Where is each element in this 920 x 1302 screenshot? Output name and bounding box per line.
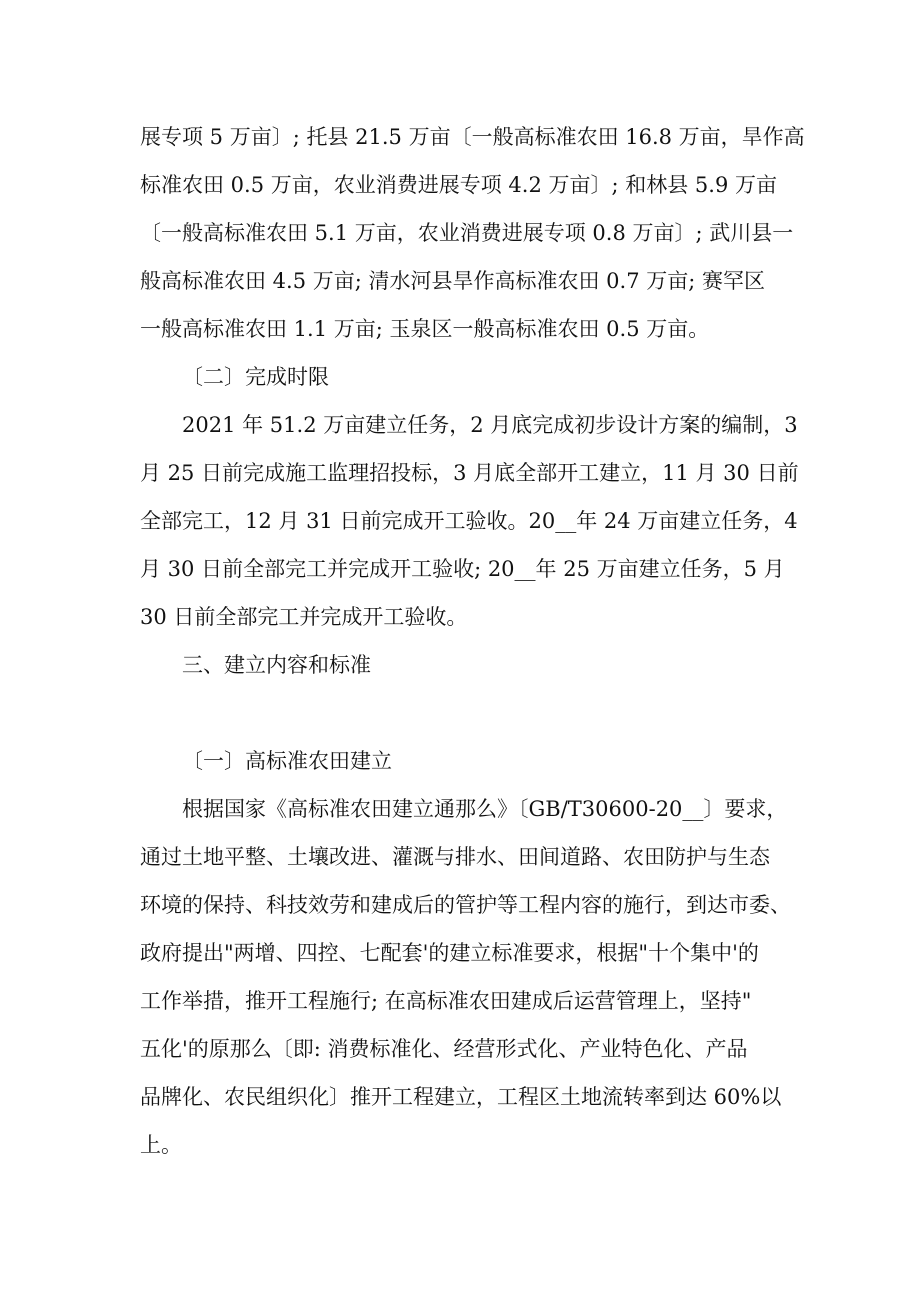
- text-line: 月 25 日前完成施工监理招投标，3 月底全部开工建立，11 月 30 日前: [140, 461, 799, 485]
- text-line: 全部完工，12 月 31 日前完成开工验收。20__年 24 万亩建立任务，4: [140, 509, 798, 533]
- text-line: 般高标准农田 4.5 万亩; 清水河县旱作高标准农田 0.7 万亩; 赛罕区: [140, 269, 765, 293]
- chapter-heading: 三、建立内容和标准: [182, 653, 371, 677]
- section-heading: 〔一〕高标准农田建立: [182, 749, 392, 773]
- text-line: 〔一般高标准农田 5.1 万亩，农业消费进展专项 0.8 万亩〕; 武川县一: [140, 221, 794, 245]
- paragraph-first-line: 2021 年 51.2 万亩建立任务，2 月底完成初步设计方案的编制，3: [182, 413, 798, 437]
- text-line: 工作举措，推开工程施行; 在高标准农田建成后运营管理上，坚持": [140, 989, 752, 1013]
- text-line: 品牌化、农民组织化〕推开工程建立，工程区土地流转率到达 60%以: [140, 1085, 782, 1109]
- text-line: 上。: [140, 1133, 182, 1157]
- text-line: 政府提出"两增、四控、七配套'的建立标准要求，根据"十个集中'的: [140, 941, 759, 965]
- text-line: 展专项 5 万亩〕; 托县 21.5 万亩〔一般高标准农田 16.8 万亩，旱作高: [140, 125, 805, 149]
- text-line: 五化'的原那么〔即: 消费标准化、经营形式化、产业特色化、产品: [140, 1037, 748, 1061]
- text-line: 通过土地平整、土壤改进、灌溉与排水、田间道路、农田防护与生态: [140, 845, 770, 869]
- text-line: 月 30 日前全部完工并完成开工验收; 20__年 25 万亩建立任务，5 月: [140, 557, 785, 581]
- text-line: 30 日前全部完工并完成开工验收。: [140, 605, 468, 629]
- paragraph-first-line: 根据国家《高标准农田建立通那么》〔GB/T30600-20__〕要求，: [182, 797, 788, 821]
- text-line: 标准农田 0.5 万亩，农业消费进展专项 4.2 万亩〕; 和林县 5.9 万亩: [140, 173, 777, 197]
- text-line: 一般高标准农田 1.1 万亩; 玉泉区一般高标准农田 0.5 万亩。: [140, 317, 710, 341]
- text-line: 环境的保持、科技效劳和建成后的管护等工程内容的施行，到达市委、: [140, 893, 791, 917]
- section-heading: 〔二〕完成时限: [182, 365, 329, 389]
